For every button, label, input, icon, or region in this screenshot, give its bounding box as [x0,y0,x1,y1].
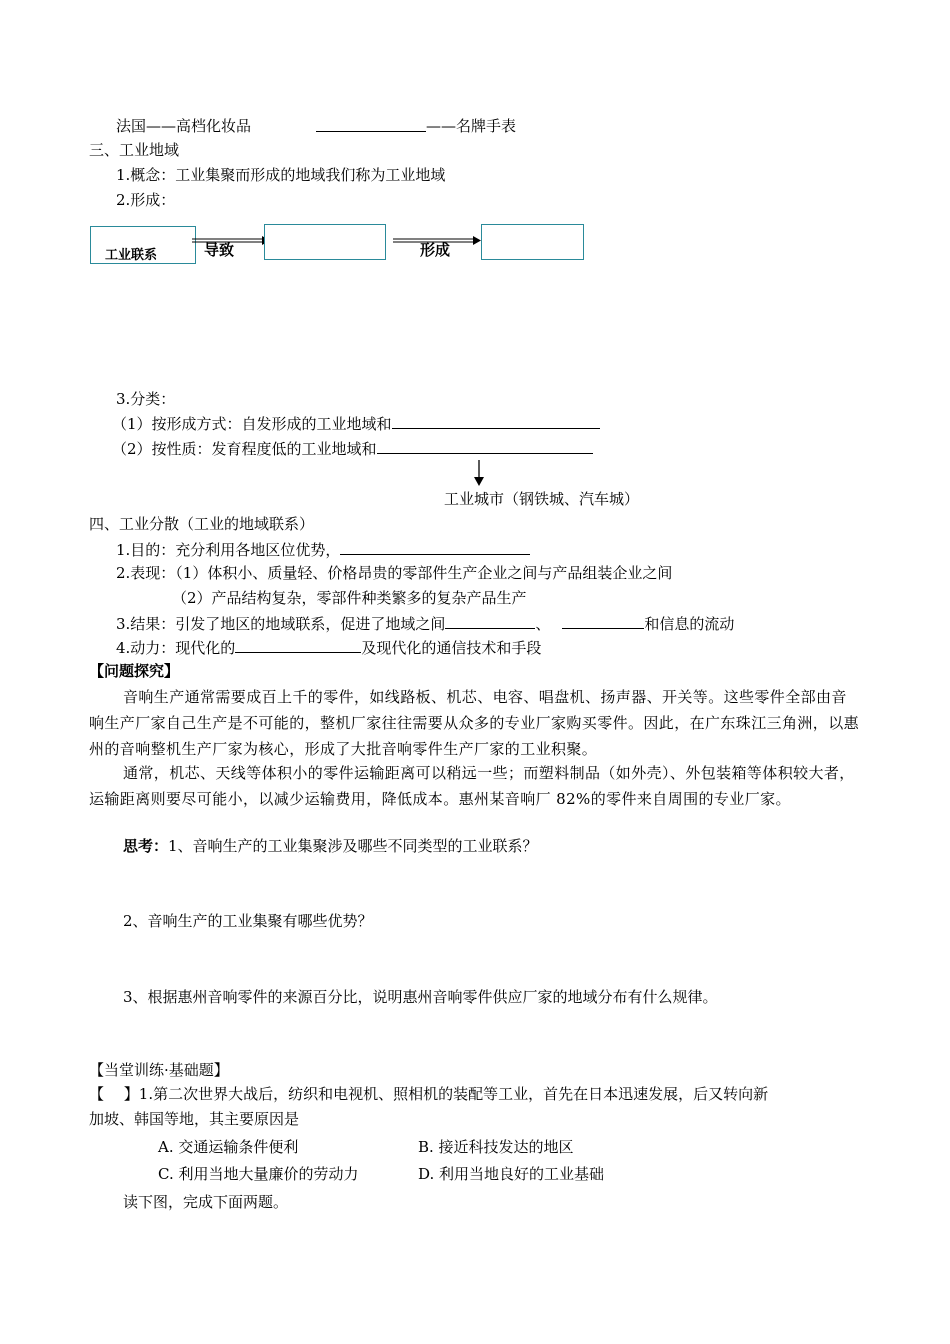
classify-blank-2[interactable] [377,438,593,454]
option-a[interactable]: A. 交通运输条件便利 [158,1138,299,1156]
think-q1: 思考：1、音响生产的工业集聚涉及哪些不同类型的工业联系？ [123,837,538,855]
option-b[interactable]: B. 接近科技发达的地区 [418,1138,574,1156]
concept-line: 1.概念：工业集聚而形成的地域我们称为工业地域 [116,166,446,184]
explore-paragraph-2: 通常，机芯、天线等体积小的零件运输距离可以稍远一些；而塑料制品（如外壳）、外包装箱等体积较大者，运输距离则要尽可能小，以减少运输费用，降低成本。惠州某音响厂 82%的零件来自周围的专业厂家。 [89,764,855,808]
option-d[interactable]: D. 利用当地良好的工业基础 [418,1165,605,1183]
diagram-box-industrial-link [90,226,196,264]
formation-label: 2.形成： [116,191,176,209]
diagram-box-right[interactable] [481,224,584,260]
classify-line-2: （2）按性质：发育程度低的工业地域和 [112,438,593,459]
purpose-line: 1.目的：充分利用各地区位优势， [116,539,530,560]
result-blank-2[interactable] [562,613,644,629]
section-3-title: 三、工业地域 [89,141,180,159]
show-line-1: 2.表现：（1）体积小、质量轻、价格昂贵的零部件生产企业之间与产品组装企业之间 [116,564,673,582]
classify-blank-1[interactable] [392,413,600,429]
classify-line-1: （1）按形成方式：自发形成的工业地域和 [112,413,600,434]
power-blank[interactable] [235,637,361,653]
industrial-link-label: 工业联系 [105,248,158,263]
classify-title: 3.分类： [116,390,176,408]
result-line: 3.结果：引发了地区的地域联系，促进了地域之间 、 和信息的流动 [116,615,735,633]
power-line: 4.动力：现代化的 及现代化的通信技术和手段 [116,639,542,657]
show-line-2: （2）产品结构复杂，零部件种类繁多的复杂产品生产 [172,589,527,607]
diagram-box-middle[interactable] [264,224,386,260]
arrow-form-label: 形成 [420,241,451,259]
explore-title: 【问题探究】 [89,662,180,680]
explore-paragraph-1: 音响生产通常需要成百上千的零件，如线路板、机芯、电容、唱盘机、扬声器、开关等。这些零件全部由音响生产厂家自己生产是不可能的，整机厂家往往需要从众多的专业厂家购买零件。因此，在广东珠江三角洲，以惠州的音响整机生产厂家为核心，形成了大批音响零件生产厂家的工业积聚。 [89,688,860,758]
training-q1-line-2: 加坡、韩国等地，其主要原因是 [89,1110,300,1128]
top-line-blank[interactable] [316,116,426,137]
answer-bracket[interactable]: 【 】 [89,1085,139,1103]
think-q3: 3、根据惠州音响零件的来源百分比，说明惠州音响零件供应厂家的地域分布有什么规律。 [123,988,718,1006]
result-blank-1[interactable] [445,613,535,629]
top-line-right: ——名牌手表 [426,117,517,135]
section-4-title: 四、工业分散（工业的地域联系） [89,515,315,533]
purpose-blank[interactable] [340,539,530,555]
industrial-city-line: 工业城市（钢铁城、汽车城） [444,490,640,508]
think-q2: 2、音响生产的工业集聚有哪些优势？ [123,912,373,930]
top-line-left: 法国——高档化妆品 [116,117,252,135]
training-title: 【当堂训练·基础题】 [89,1061,229,1079]
option-c[interactable]: C. 利用当地大量廉价的劳动力 [158,1165,359,1183]
arrow-lead-to-label: 导致 [204,241,235,259]
read-figure-line: 读下图，完成下面两题。 [123,1193,289,1211]
down-arrow [472,460,486,486]
training-q1-line-1: 【 】1.第二次世界大战后，纺织和电视机、照相机的装配等工业，首先在日本迅速发展，后又转向新 [89,1085,769,1103]
